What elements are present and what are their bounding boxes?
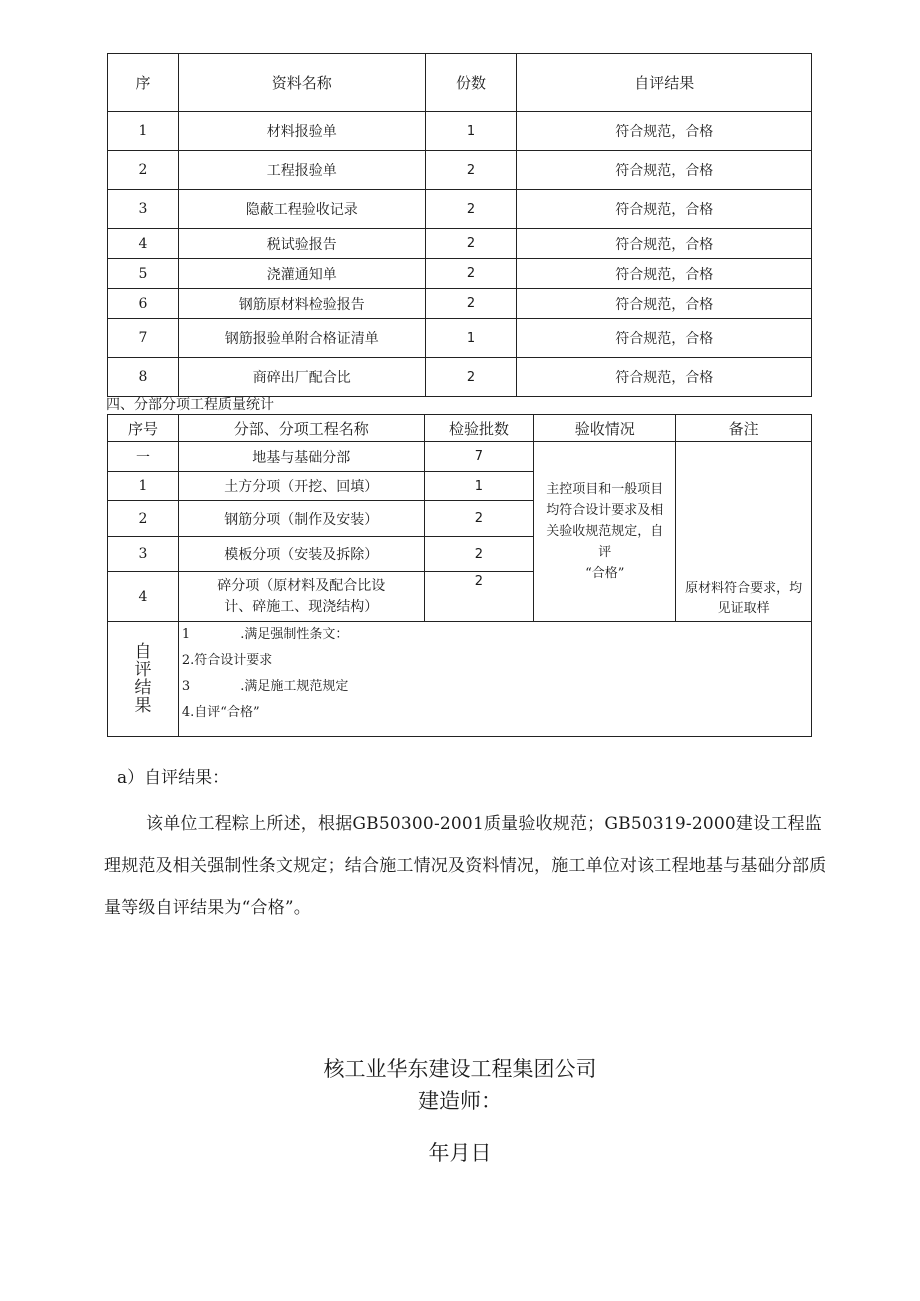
row-result: 符合规范，合格 [517,289,812,319]
row-result: 符合规范，合格 [517,259,812,289]
table-row [108,289,812,319]
table-row [108,112,812,151]
row-name: 钢筋分项（制作及安装） [178,501,424,537]
row-no: 1 [108,472,179,501]
self-eval-char: 评 [134,660,152,680]
row-result: 符合规范，合格 [517,112,812,151]
row-no: 7 [108,319,179,358]
row-no: 6 [108,289,179,319]
row-name: 税试验报告 [178,229,425,259]
conclusion-heading: a）自评结果： [117,768,230,788]
acceptance-line: 均符合设计要求及相 [546,503,664,518]
row-name: 土方分项（开挖、回填） [178,472,424,501]
row-count: 2 [425,229,517,259]
row-name [178,572,424,622]
row-name: 模板分项（安装及拆除） [178,537,424,572]
self-eval-row [108,622,812,737]
header-name: 分部、分项工程名称 [178,415,424,442]
row-name-line: 计、碎施工、现浇结构） [224,598,379,615]
self-eval-item: 2.符合设计要求 [181,653,273,668]
table-row [108,319,812,358]
section-title: 四、分部分项工程质量统计 [106,397,274,413]
table-header-row [108,54,812,112]
row-no: 5 [108,259,179,289]
table-row [108,358,812,397]
header-no: 序 [108,54,179,112]
row-batches: 7 [424,442,534,472]
acceptance-line: 评 [598,545,612,560]
company-name: 核工业华东建设工程集团公司 [323,1057,597,1081]
row-batches: 2 [424,537,534,572]
row-count: 1 [425,112,517,151]
row-name: 商碎出厂配合比 [178,358,425,397]
row-no: 3 [108,190,179,229]
row-name: 浇灌通知单 [178,259,425,289]
self-eval-item [182,674,811,700]
row-count: 2 [425,259,517,289]
row-count: 2 [425,151,517,190]
row-count: 2 [425,289,517,319]
header-no: 序号 [108,415,179,442]
row-no: 1 [108,112,179,151]
conclusion-body: 该单位工程粽上所述，根据GB50300-2001质量验收规范；GB50319-2000建设工程监理规范及相关强制性条文规定；结合施工情况及资料情况，施工单位对该工程地基与基础分部质量等级自评结果为“合格”。 [104,814,827,918]
self-eval-item: 4.自评“合格” [181,705,260,720]
remark-cell [676,442,812,622]
row-result: 符合规范，合格 [517,229,812,259]
self-eval-char: 结 [134,678,152,698]
row-no: 2 [108,501,179,537]
materials-table [107,53,812,397]
header-batches: 检验批数 [424,415,534,442]
remark-line: 见证取样 [717,601,770,616]
acceptance-line: 关验收规范规定，自 [546,524,664,539]
row-name: 钢筋报验单附合格证清单 [178,319,425,358]
date-label: 年月日 [428,1141,492,1165]
table-row [108,259,812,289]
row-no: 3 [108,537,179,572]
header-name: 资料名称 [178,54,425,112]
quality-statistics-table [107,414,812,737]
row-name-line: 碎分项（原材料及配合比设 [217,577,386,594]
self-eval-num: 3 [181,679,191,694]
row-name: 钢筋原材料检验报告 [178,289,425,319]
builder-label: 建造师： [418,1089,502,1113]
row-no: 8 [108,358,179,397]
self-eval-label [108,622,179,737]
row-result: 符合规范，合格 [517,151,812,190]
table-row [108,151,812,190]
table-row [108,229,812,259]
row-no: 4 [108,229,179,259]
row-count: 2 [425,190,517,229]
row-name: 隐蔽工程验收记录 [178,190,425,229]
row-no: 4 [108,572,179,622]
header-remark: 备注 [676,415,812,442]
self-eval-text: .满足强制性条文： [240,627,349,642]
row-result: 符合规范，合格 [517,319,812,358]
row-no: 一 [108,442,179,472]
table-row [108,442,812,472]
row-no: 2 [108,151,179,190]
row-result: 符合规范，合格 [517,190,812,229]
row-count: 1 [425,319,517,358]
row-batches: 1 [424,472,534,501]
header-count: 份数 [425,54,517,112]
row-count: 2 [425,358,517,397]
table-header-row [108,415,812,442]
row-result: 符合规范，合格 [517,358,812,397]
acceptance-line: “合格” [585,566,625,581]
self-eval-num: 1 [181,627,191,642]
row-batches: 2 [424,501,534,537]
row-name: 工程报验单 [178,151,425,190]
self-eval-text: .满足施工规范规定 [240,679,349,694]
row-name: 地基与基础分部 [178,442,424,472]
acceptance-line: 主控项目和一般项目 [546,482,664,497]
header-result: 自评结果 [517,54,812,112]
self-eval-item [182,622,811,648]
self-eval-char: 果 [134,696,152,716]
self-eval-char: 自 [134,642,152,662]
header-acceptance: 验收情况 [534,415,676,442]
row-name: 材料报验单 [178,112,425,151]
table-row [108,190,812,229]
remark-line: 原材料符合要求，均 [685,581,803,596]
row-batches: 2 [424,572,534,622]
acceptance-cell [534,442,676,622]
self-eval-content [178,622,811,737]
